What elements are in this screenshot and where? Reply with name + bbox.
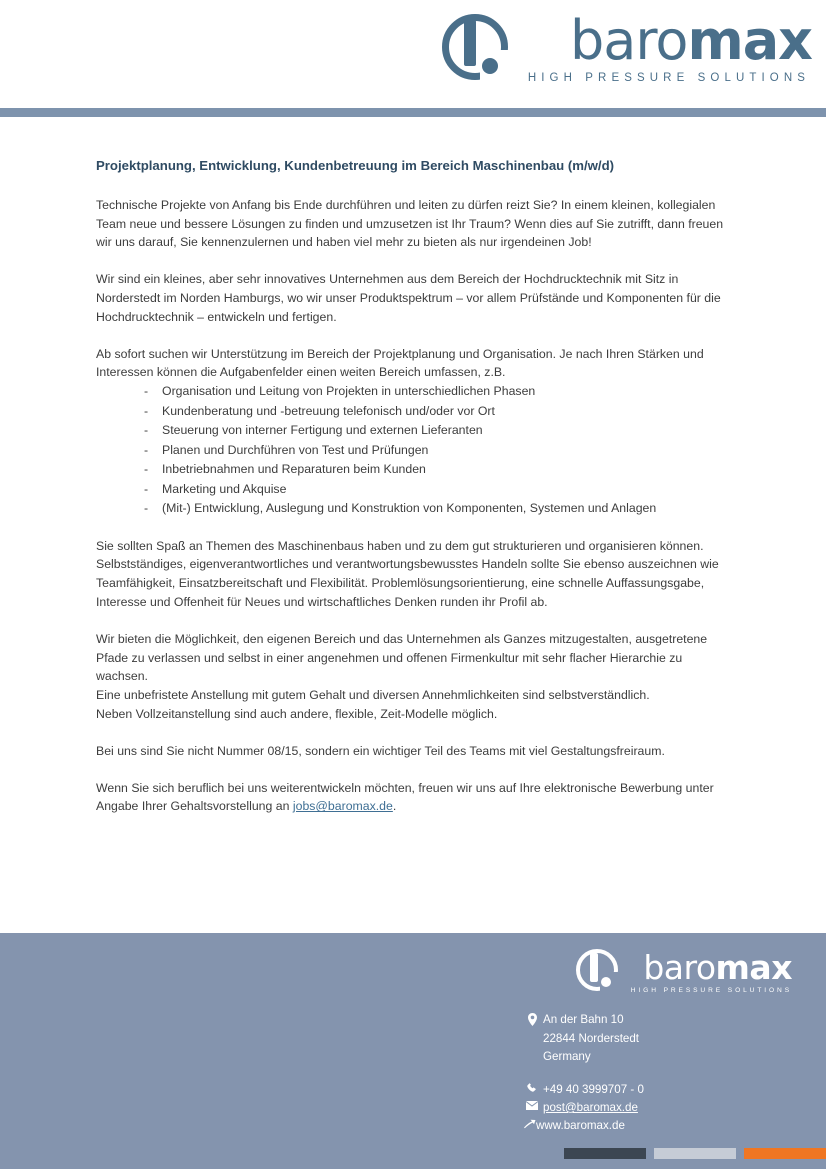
address-block bbox=[524, 1011, 724, 1067]
footer-logo-word-bold: max bbox=[715, 947, 792, 987]
paragraph-application bbox=[96, 779, 730, 817]
paragraph-offer-2: Eine unbefristete Anstellung mit gutem Gehalt und diversen Annehmlichkeiten sind selbstverständlich. bbox=[96, 688, 650, 703]
footer-logo bbox=[576, 949, 792, 995]
footer-bar-orange bbox=[744, 1148, 826, 1159]
task-list bbox=[96, 382, 730, 519]
paragraph-tasks-intro: Ab sofort suchen wir Unterstützung im Bereich der Projektplanung und Organisation. Je nach Ihren Stärken und Interessen können die Aufgabenfelder einen weiten Bereich umfassen, z.B. bbox=[96, 346, 704, 380]
list-item: - Kundenberatung und -betreuung telefonisch und/oder vor Ort bbox=[144, 402, 730, 422]
footer-contact-block bbox=[524, 1011, 724, 1118]
page-title: Projektplanung, Entwicklung, Kundenbetreuung im Bereich Maschinenbau (m/w/d) bbox=[96, 158, 615, 173]
paragraph-profile: Sie sollten Spaß an Themen des Maschinenbaus haben und zu dem gut strukturieren und organisieren können. Selbstständiges, eigenverantwortliches und verantwortungsbewusstes Handeln sollte Sie ebenso auszeichnen wie Teamfähigkeit, Einsatzbereitschaft und Flexibilität. Problemlösungsorientierung, eine schnelle Auffassungsgabe, Interesse und Offenheit für Neues und wirtschaftliches Denken runden ihr Profil ab. bbox=[96, 538, 719, 610]
website-url: www.baromax.de bbox=[536, 1119, 625, 1132]
application-text-pre: Wenn Sie sich beruflich bei uns weiterentwickeln möchten, freuen wir uns auf Ihre elektronische Bewerbung unter Angabe Ihrer Gehaltsvorstellung an bbox=[96, 780, 714, 814]
paragraph-closing: Bei uns sind Sie nicht Nummer 08/15, sondern ein wichtiger Teil des Teams mit viel Gestaltungsfreiraum. bbox=[96, 743, 665, 758]
location-pin-icon bbox=[524, 1011, 540, 1026]
footer-logo-text bbox=[630, 947, 792, 994]
baromax-logo-icon bbox=[442, 14, 514, 86]
paragraph-offer-3: Neben Vollzeitanstellung sind auch andere, flexible, Zeit-Modelle möglich. bbox=[96, 707, 498, 722]
logo-tagline: HIGH PRESSURE SOLUTIONS bbox=[527, 72, 810, 84]
list-item: - Organisation und Leitung von Projekten in unterschiedlichen Phasen bbox=[144, 382, 730, 402]
footer-logo-word-light: baro bbox=[643, 947, 716, 987]
paragraph-intro: Technische Projekte von Anfang bis Ende durchführen und leiten zu dürfen reizt Sie? In einem kleinen, kollegialen Team neue und bessere Lösungen zu finden und umzusetzen ist Ihr Traum? Wenn dies auf Sie zutrifft, dann freuen wir uns darauf, Sie kennenzulernen und haben viel mehr zu bieten als nur irgendeinen Job! bbox=[96, 197, 724, 250]
page-footer bbox=[0, 933, 826, 1169]
phone-icon bbox=[524, 1081, 540, 1094]
phone-row[interactable] bbox=[524, 1081, 724, 1100]
website-row[interactable] bbox=[524, 1119, 724, 1132]
email-row[interactable] bbox=[524, 1099, 724, 1118]
list-item: - Steuerung von interner Fertigung und externen Lieferanten bbox=[144, 421, 730, 441]
footer-color-bars bbox=[564, 1148, 826, 1159]
page-header bbox=[0, 0, 826, 108]
address-line-1: An der Bahn 10 bbox=[543, 1013, 624, 1026]
address-row bbox=[524, 1011, 724, 1030]
list-item: - Planen und Durchführen von Test und Prüfungen bbox=[144, 441, 730, 461]
email-link[interactable]: post@baromax.de bbox=[543, 1101, 638, 1114]
list-item: - Inbetriebnahmen und Reparaturen beim Kunden bbox=[144, 460, 730, 480]
phone-number: +49 40 3999707 - 0 bbox=[543, 1082, 644, 1096]
application-text-post: . bbox=[392, 799, 397, 814]
list-item: - (Mit-) Entwicklung, Auslegung und Konstruktion von Komponenten, Systemen und Anlagen bbox=[144, 499, 730, 519]
header-logo bbox=[442, 9, 812, 86]
address-line-2: 22844 Norderstedt bbox=[543, 1031, 640, 1045]
logo-word-bold: max bbox=[687, 9, 812, 72]
globe-icon bbox=[524, 1119, 536, 1132]
baromax-logo-icon-footer bbox=[576, 949, 622, 995]
logo-word-light: baro bbox=[570, 9, 688, 72]
document-body bbox=[0, 119, 826, 816]
footer-bar-light bbox=[654, 1148, 736, 1159]
mail-icon bbox=[524, 1099, 540, 1110]
paragraph-company-description: Wir sind ein kleines, aber sehr innovatives Unternehmen aus dem Bereich der Hochdrucktechnik mit Sitz in Norderstedt im Norden Hamburgs, wo wir unser Produktspektrum – vor allem Prüfstände und Komponenten für die Hochdrucktechnik – entwickeln und fertigen. bbox=[96, 272, 721, 324]
paragraph-offer-1: Wir bieten die Möglichkeit, den eigenen Bereich und das Unternehmen als Ganzes mitzugestalten, ausgetretene Pfade zu verlassen und selbst in einer angenehmen und offenen Firmenkultur mit sehr flacher Hierarchie zu wachsen. bbox=[96, 631, 708, 684]
footer-logo-tagline: HIGH PRESSURE SOLUTIONS bbox=[630, 986, 792, 994]
footer-bar-dark bbox=[564, 1148, 646, 1159]
header-logo-text bbox=[527, 9, 812, 86]
application-email-link[interactable]: jobs@baromax.de bbox=[292, 799, 393, 814]
header-rule bbox=[0, 108, 826, 117]
list-item: - Marketing und Akquise bbox=[144, 480, 730, 500]
address-line-3: Germany bbox=[543, 1050, 591, 1063]
